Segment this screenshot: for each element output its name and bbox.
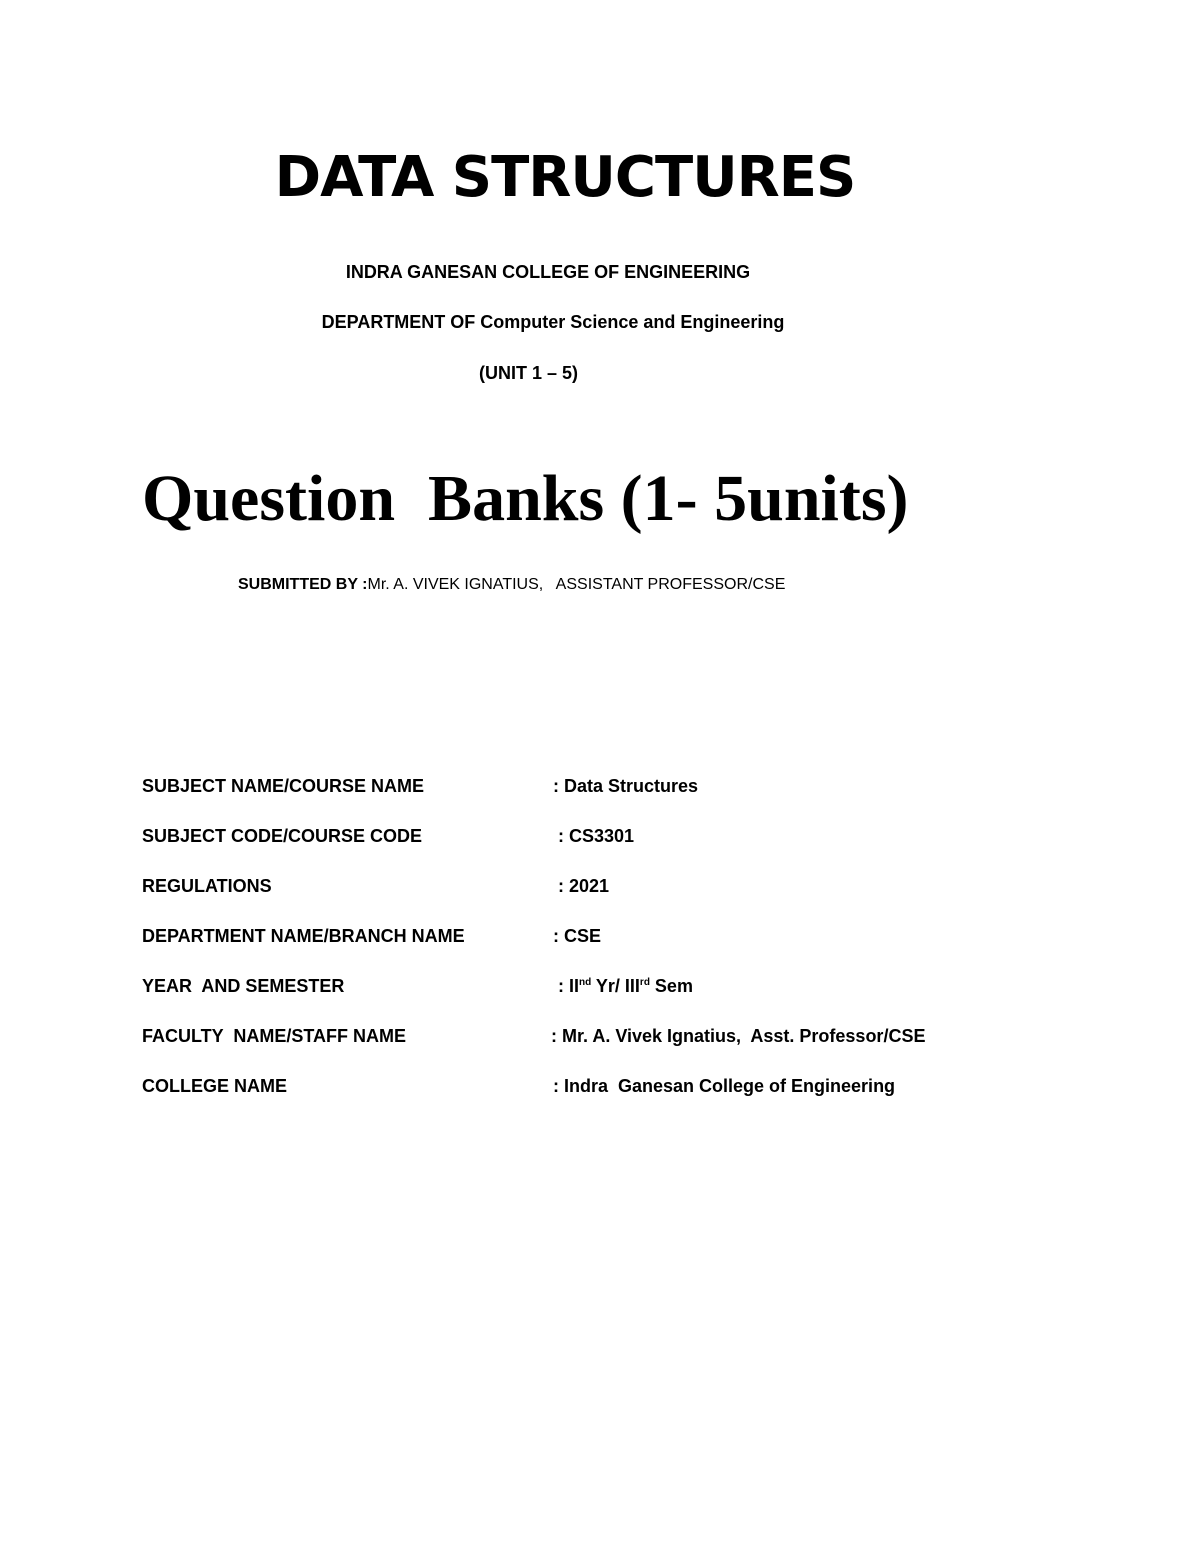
info-value: : CSE [553, 926, 602, 946]
info-key: SUBJECT NAME/COURSE NAME [142, 776, 425, 796]
info-value: : 2021 [553, 876, 610, 896]
info-row-year-semester [142, 976, 693, 1026]
year-prefix: : II [553, 976, 579, 996]
info-row-subject-code [142, 826, 635, 876]
info-value: : Data Structures [553, 776, 699, 796]
info-key: FACULTY NAME/STAFF NAME [142, 1026, 406, 1046]
semester-prefix: Yr/ III [591, 976, 640, 996]
info-value: : Indra Ganesan College of Engineering [553, 1076, 896, 1096]
year-ordinal-suffix: nd [579, 977, 592, 988]
info-value [553, 976, 693, 996]
info-key: COLLEGE NAME [142, 1076, 288, 1096]
info-row-subject-name [142, 776, 699, 826]
info-row-faculty-name [142, 1026, 926, 1076]
info-key: DEPARTMENT NAME/BRANCH NAME [142, 926, 465, 946]
course-info-table [142, 776, 926, 1126]
question-bank-heading: Question Banks (1- 5units) [142, 462, 909, 535]
document-title: DATA STRUCTURES [274, 145, 856, 210]
info-key: SUBJECT CODE/COURSE CODE [142, 826, 423, 846]
info-key: YEAR AND SEMESTER [142, 976, 345, 996]
units-range: (UNIT 1 – 5) [478, 363, 579, 383]
info-row-department-name [142, 926, 602, 976]
semester-suffix: Sem [649, 976, 693, 996]
department-heading: DEPARTMENT OF Computer Science and Engineering [321, 312, 785, 332]
submitted-by-label: SUBMITTED BY : [238, 576, 368, 593]
semester-ordinal-suffix: rd [639, 977, 650, 988]
info-row-college-name [142, 1076, 896, 1126]
college-name-heading: INDRA GANESAN COLLEGE OF ENGINEERING [345, 262, 751, 282]
info-key: REGULATIONS [142, 876, 272, 896]
submitted-by-line [238, 577, 785, 593]
info-value: : Mr. A. Vivek Ignatius, Asst. Professor/CSE [551, 1026, 926, 1046]
info-row-regulations [142, 876, 610, 926]
info-value: : CS3301 [553, 826, 635, 846]
submitted-by-value: Mr. A. VIVEK IGNATIUS, ASSISTANT PROFESSOR/CSE [367, 576, 786, 593]
